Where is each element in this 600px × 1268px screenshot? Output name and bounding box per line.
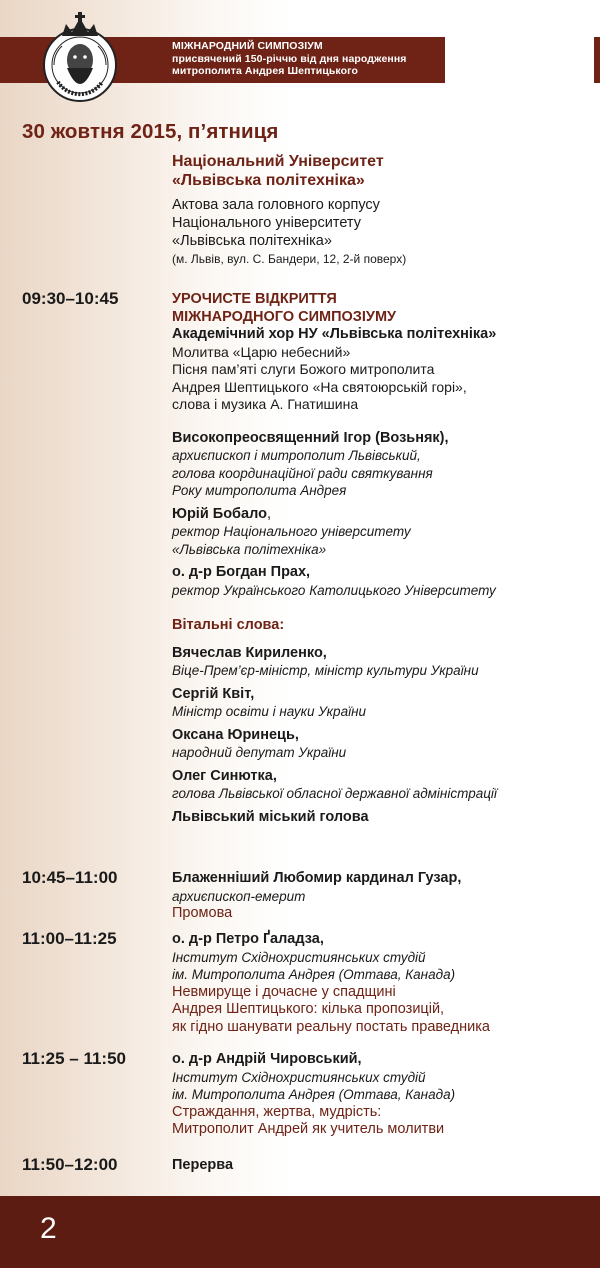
speaker-1-name: Високопреосвященний Ігор (Возьняк), bbox=[172, 429, 449, 446]
header-line-1: МІЖНАРОДНИЙ СИМПОЗІУМ bbox=[172, 40, 323, 52]
date-heading: 30 жовтня 2015, п’ятниця bbox=[22, 120, 279, 143]
session-2-topic: Промова bbox=[172, 905, 233, 921]
session-1-title-1: УРОЧИСТЕ ВІДКРИТТЯ bbox=[172, 291, 337, 307]
greeter-4-name: Олег Синютка, bbox=[172, 767, 277, 784]
break-label: Перерва bbox=[172, 1157, 234, 1173]
session-2-speaker: Блаженніший Любомир кардинал Гузар, bbox=[172, 870, 462, 886]
session-3-time: 11:00–11:25 bbox=[22, 929, 117, 948]
session-4-topic-1: Страждання, жертва, мудрість: bbox=[172, 1103, 382, 1120]
greeter-1-name: Вячеслав Кириленко, bbox=[172, 644, 327, 661]
session-3-block bbox=[172, 931, 597, 1036]
venue-title-1: Національний Університет bbox=[172, 153, 384, 170]
greeter-5-name: Львівський міський голова bbox=[172, 808, 369, 825]
greeter-3-name: Оксана Юринець, bbox=[172, 726, 299, 743]
choir-line-4: слова і музика А. Гнатишина bbox=[172, 396, 359, 412]
edge-bar bbox=[594, 37, 600, 83]
choir-line-3: Андрея Шептицького «На святоюрській горі», bbox=[172, 378, 467, 395]
choir-name: Академічний хор НУ «Львівська політехніка» bbox=[172, 326, 497, 342]
session-3-speaker: о. д-р Петро Ґаладза, bbox=[172, 931, 324, 947]
session-2-block bbox=[172, 870, 597, 923]
session-1-time: 09:30–10:45 bbox=[22, 289, 119, 308]
session-5-block bbox=[172, 1157, 597, 1175]
speaker-1-role-3: Року митрополита Андрея bbox=[172, 483, 347, 498]
session-4-speaker: о. д-р Андрій Чировський, bbox=[172, 1051, 362, 1067]
footer-band bbox=[0, 1196, 600, 1268]
session-2-role: архиєпископ-емерит bbox=[172, 888, 306, 904]
greeter-2-name: Сергій Квіт, bbox=[172, 685, 255, 702]
header-line-2: присвячений 150-річчю від дня народження bbox=[172, 52, 407, 65]
greeter-1-role: Віце-Прем’єр-міністр, міністр культури України bbox=[172, 663, 479, 678]
session-4-time: 11:25 – 11:50 bbox=[22, 1049, 126, 1068]
session-5-time: 11:50–12:00 bbox=[22, 1155, 118, 1174]
venue-address: (м. Львів, вул. С. Бандери, 12, 2-й поверх) bbox=[172, 252, 407, 266]
session-3-topic-2: Андрея Шептицького: кілька пропозицій, bbox=[172, 1001, 445, 1017]
venue-line-3: «Львівська політехніка» bbox=[172, 233, 332, 249]
venue-block bbox=[172, 152, 592, 268]
header-title bbox=[172, 40, 407, 78]
greeter-2-role: Міністр освіти і науки України bbox=[172, 704, 367, 719]
speaker-3-role: ректор Українського Католицького Університету bbox=[172, 582, 496, 598]
greeter-3-role: народний депутат України bbox=[172, 745, 347, 760]
session-4-topic-2: Митрополит Андрей як учитель молитви bbox=[172, 1121, 445, 1137]
speaker-3-name: о. д-р Богдан Прах, bbox=[172, 564, 311, 580]
session-1-title-2: МІЖНАРОДНОГО СИМПОЗІУМУ bbox=[172, 308, 397, 325]
speaker-1-role-1: архиєпископ і митрополит Львівський, bbox=[172, 448, 421, 463]
choir-line-2: Пісня пам’яті слуги Божого митрополита bbox=[172, 361, 435, 377]
speaker-2-name-line bbox=[172, 506, 597, 524]
greetings-heading: Вітальні слова: bbox=[172, 617, 285, 633]
speaker-1-role-2: голова координаційної ради святкування bbox=[172, 465, 433, 481]
session-3-topic-3: як гідно шанувати реальну постать праведника bbox=[172, 1018, 490, 1035]
speaker-2-role-2: «Львівська політехніка» bbox=[172, 541, 327, 557]
session-4-block bbox=[172, 1051, 597, 1139]
speaker-2-role-1: ректор Національного університету bbox=[172, 524, 411, 539]
venue-title-2: «Львівська політехніка» bbox=[172, 172, 365, 189]
session-4-role-1: Інститут Східнохристиянських студій bbox=[172, 1069, 426, 1085]
session-4-role-2: ім. Митрополита Андрея (Оттава, Канада) bbox=[172, 1087, 456, 1102]
venue-line-2: Національного університету bbox=[172, 215, 361, 231]
session-3-topic-1: Невмируще і дочасне у спадщині bbox=[172, 983, 396, 1000]
page-number: 2 bbox=[40, 1212, 57, 1245]
speaker-2-name: Юрій Бобало bbox=[172, 505, 267, 522]
session-2-time: 10:45–11:00 bbox=[22, 868, 118, 887]
speaker-2-comma: , bbox=[266, 505, 271, 522]
session-3-role-2: ім. Митрополита Андрея (Оттава, Канада) bbox=[172, 967, 456, 982]
metropolitan-portrait-seal-icon bbox=[40, 10, 120, 105]
greeter-4-role: голова Львівської обласної державної адміністрації bbox=[172, 786, 497, 801]
session-3-role-1: Інститут Східнохристиянських студій bbox=[172, 949, 426, 965]
choir-line-1: Молитва «Царю небесний» bbox=[172, 343, 351, 360]
venue-line-1: Актова зала головного корпусу bbox=[172, 197, 380, 213]
header-line-3: митрополита Андрея Шептицького bbox=[172, 65, 359, 77]
session-1-block bbox=[172, 291, 597, 826]
